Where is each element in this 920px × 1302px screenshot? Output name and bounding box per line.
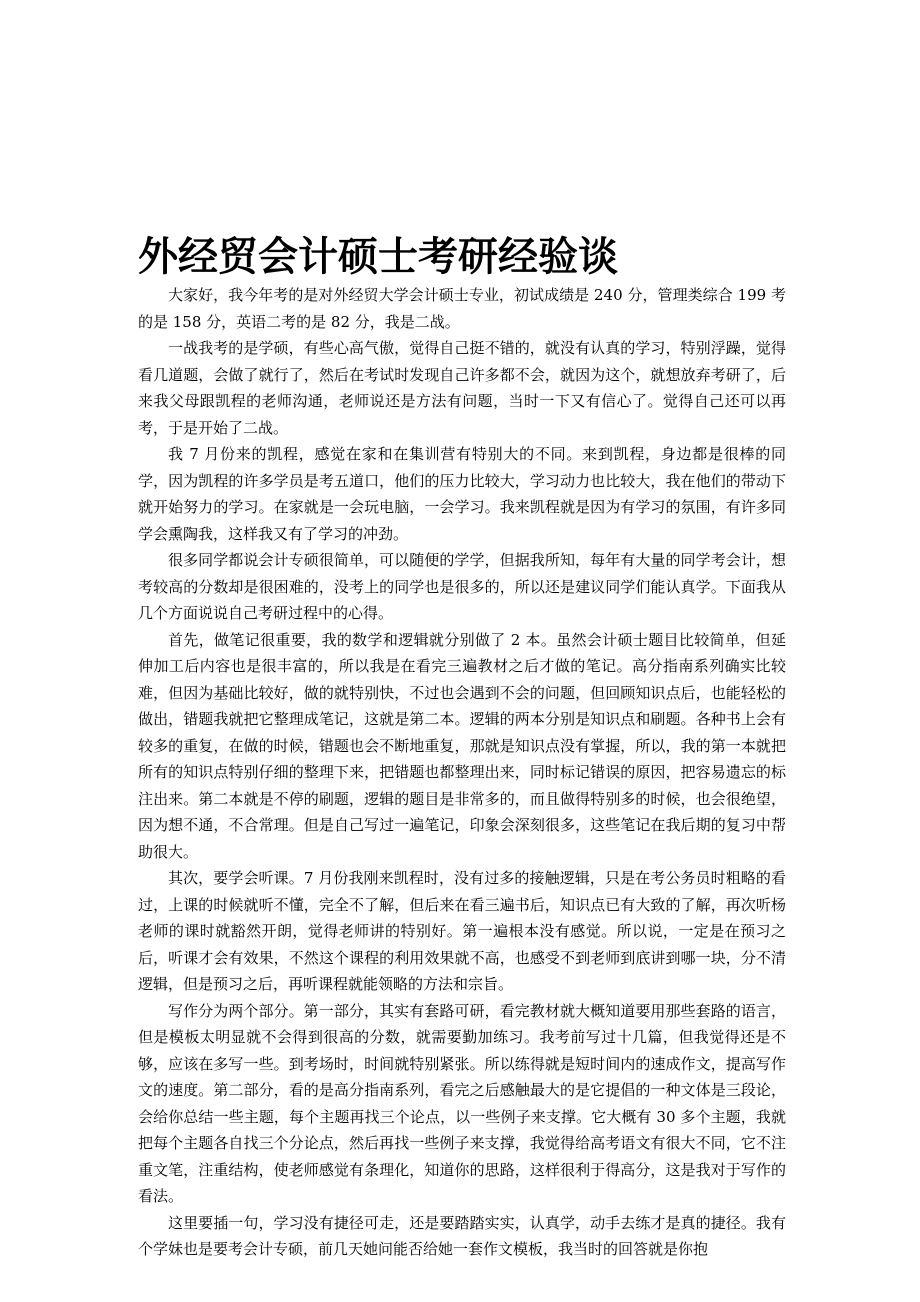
- document-title: 外经贸会计硕士考研经验谈: [138, 234, 618, 280]
- document-body: [138, 282, 786, 1263]
- paragraph-intro: 大家好，我今年考的是对外经贸大学会计硕士专业，初试成绩是 240 分，管理类综合 199 考的是 158 分，英语二考的是 82 分，我是二战。: [138, 286, 786, 331]
- paragraph-no-shortcut: 这里要插一句，学习没有捷径可走，还是要踏踏实实，认真学，动手去练才是真的捷径。我有个学妹也是要考会计专硕，前几天她问能否给她一套作文模板，我当时的回答就是你抱: [138, 1213, 786, 1258]
- paragraph-training-camp: 我 7 月份来的凯程，感觉在家和在集训营有特别大的不同。来到凯程，身边都是很棒的同学，因为凯程的许多学员是考五道口，他们的压力比较大，学习动力也比较大，我在他们的带动下就开始努力的学习。在家就是一会玩电脑，一会学习。我来凯程就是因为有学习的氛围，有许多同学会熏陶我，这样我又有了学习的冲劲。: [138, 445, 786, 543]
- paragraph-writing: 写作分为两个部分。第一部分，其实有套路可研，看完教材就大概知道要用那些套路的语言，但是模板太明显就不会得到很高的分数，就需要勤加练习。我考前写过十几篇，但我觉得还是不够，应该在多写一些。到考场时，时间就特别紧张。所以练得就是短时间内的速成作文，提高写作文的速度。第二部分，看的是高分指南系列，看完之后感触最大的是它提倡的一种文体是三段论，会给你总结一些主题，每个主题再找三个论点，以一些例子来支撑。它大概有 30 多个主题，我就把每个主题各自找三个分论点，然后再找一些例子来支撑，我觉得给高考语文有很大不同，它不注重文笔，注重结构，使老师感觉有条理化，知道你的思路，这样很利于得高分，这是我对于写作的看法。: [138, 1001, 786, 1205]
- paragraph-lectures: 其次，要学会听课。7 月份我刚来凯程时，没有过多的接触逻辑，只是在考公务员时粗略的看过，上课的时候就听不懂，完全不了解，但后来在看三遍书后，知识点已有大致的了解，再次听杨老师的课时就豁然开朗，觉得老师讲的特别好。第一遍根本没有感觉。所以说，一定是在预习之后，听课才会有效果，不然这个课程的利用效果就不高，也感受不到老师到底讲到哪一块，分不清逻辑，但是预习之后，再听课程就能领略的方法和宗旨。: [138, 869, 786, 993]
- paragraph-notes: 首先，做笔记很重要，我的数学和逻辑就分别做了 2 本。虽然会计硕士题目比较简单，但延伸加工后内容也是很丰富的，所以我是在看完三遍教材之后才做的笔记。高分指南系列确实比较难，但因为基础比较好，做的就特别快，不过也会遇到不会的问题，但回顾知识点后，也能轻松的做出，错题我就把它整理成笔记，这就是第二本。逻辑的两本分别是知识点和刷题。各种书上会有较多的重复，在做的时候，错题也会不断地重复，那就是知识点没有掌握，所以，我的第一本就把所有的知识点特别仔细的整理下来，把错题也都整理出来，同时标记错误的原因，把容易遗忘的标注出来。第二本就是不停的刷题，逻辑的题目是非常多的，而且做得特别多的时候，也会很绝望，因为想不通，不合常理。但是自己写过一遍笔记，印象会深刻很多，这些笔记在我后期的复习中帮助很大。: [138, 630, 786, 861]
- paragraph-advice: 很多同学都说会计专硕很简单，可以随便的学学，但据我所知，每年有大量的同学考会计，想考较高的分数却是很困难的，没考上的同学也是很多的，所以还是建议同学们能认真学。下面我从几个方面说说自己考研过程中的心得。: [138, 551, 786, 622]
- paragraph-first-attempt: 一战我考的是学硕，有些心高气傲，觉得自己挺不错的，就没有认真的学习，特别浮躁，觉得看几道题，会做了就行了，然后在考试时发现自己许多都不会，就因为这个，就想放弃考研了，后来我父母跟凯程的老师沟通，老师说还是方法有问题，当时一下又有信心了。觉得自己还可以再考，于是开始了二战。: [138, 339, 786, 437]
